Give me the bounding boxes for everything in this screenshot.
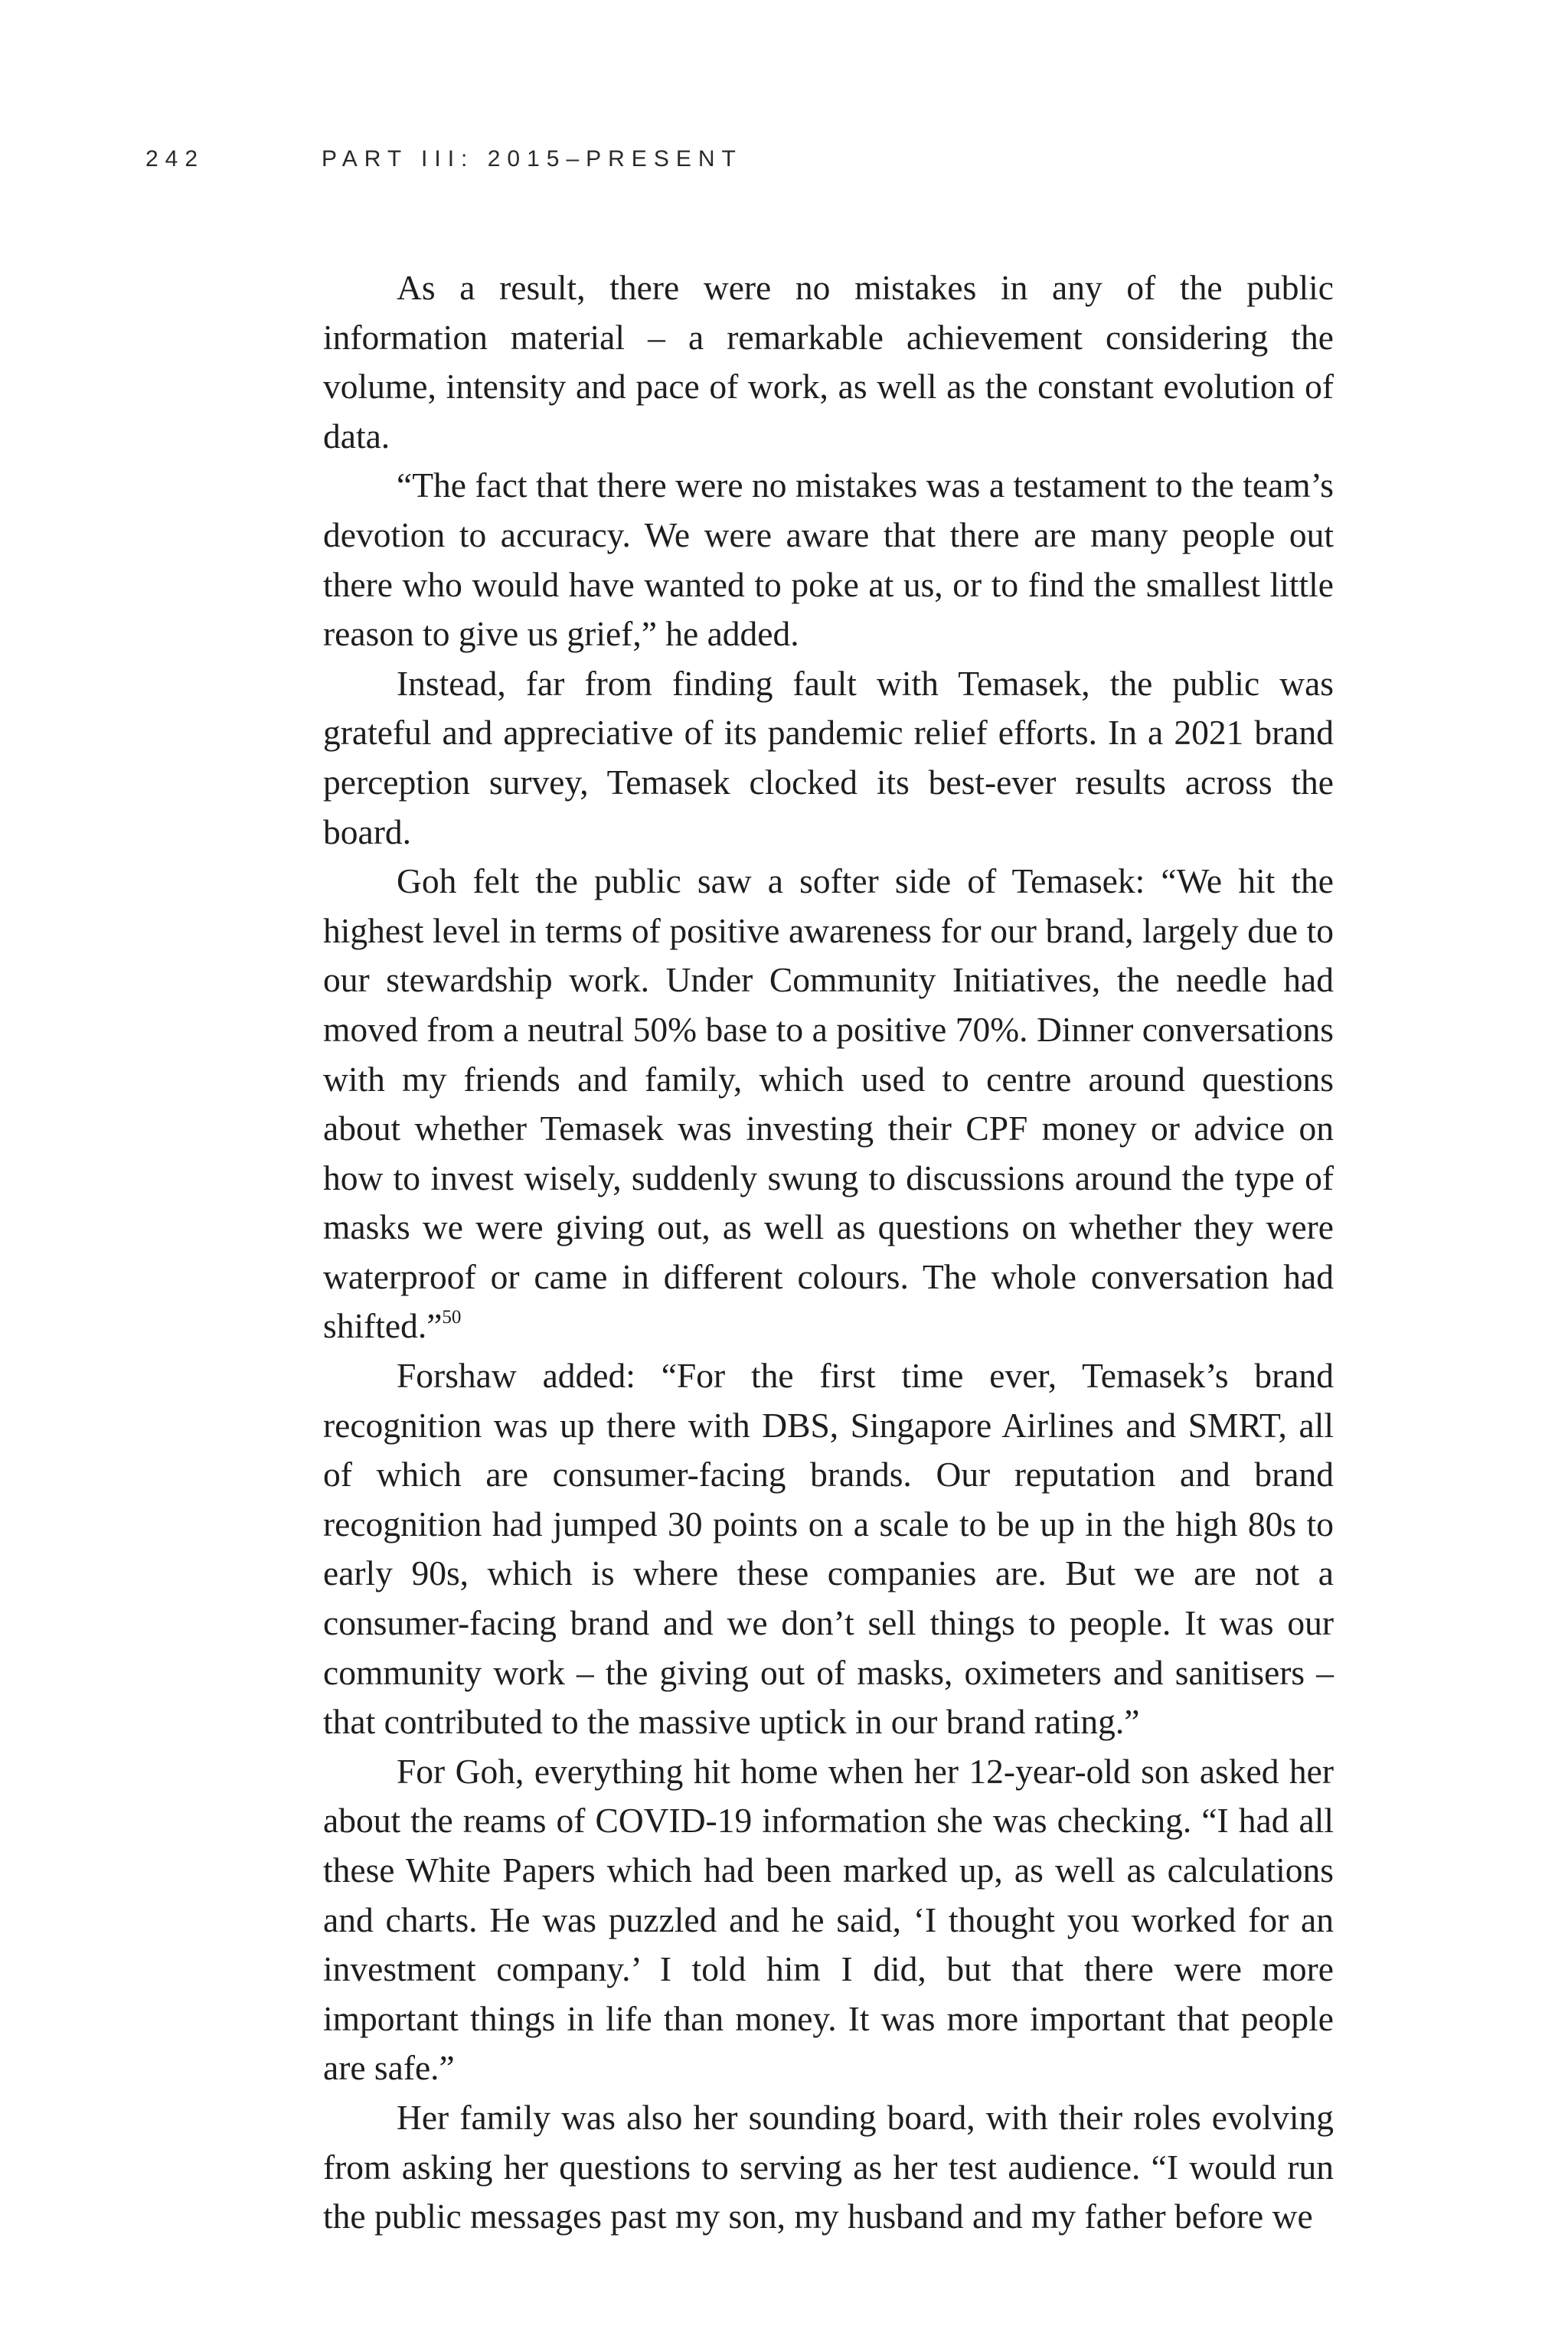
body-text [323,263,1334,2242]
paragraph: Instead, far from finding fault with Temasek, the public was grateful and appreciative of its pandemic relief efforts. In a 2021 brand perception survey, Temasek clocked its best-ever results across the board. [323,663,1334,851]
section-title: PART III: 2015–PRESENT [322,146,743,172]
paragraph [323,857,1334,1351]
running-head [145,142,1447,176]
paragraph: “The fact that there were no mistakes was a testament to the team’s devotion to accuracy. We were aware that there are many people out there who would have wanted to poke at us, or to find the smallest little reason to give us grief,” he added. [323,466,1334,654]
paragraph: Forshaw added: “For the first time ever, Temasek’s brand recognition was up there with DBS, Singapore Airlines and SMRT, all of which are consumer-facing brands. Our reputation and brand recognition had jumped 30 points on a scale to be up in the high 80s to early 90s, which is where these companies are. But we are not a consumer-facing brand and we don’t sell things to people. It was our community work – the giving out of masks, oximeters and sanitisers – that contributed to the massive uptick in our brand rating.” [323,1356,1334,1742]
paragraph: For Goh, everything hit home when her 12-year-old son asked her about the reams of COVID-19 information she was checking. “I had all these White Papers which had been marked up, as well as calculations and charts. He was puzzled and he said, ‘I thought you worked for an investment company.’ I told him I did, but that there were more important things in life than money. It was more important that people are safe.” [323,1751,1334,2088]
paragraph-text: Goh felt the public saw a softer side of Temasek: “We hit the highest level in terms of positive awareness for our brand, largely due to our stewardship work. Under Community Initiatives, the needle had moved from a neutral 50% base to a positive 70%. Dinner conversations with my friends and family, which used to centre around questions about whether Temasek was investing their CPF money or advice on how to invest wisely, suddenly swung to discussions around the type of masks we were giving out, as well as questions on whether they were waterproof or came in different colours. The whole conversation had shifted.” [323,861,1334,1346]
paragraph: Her family was also her sounding board, with their roles evolving from asking her questions to serving as her test audience. “I would run the public messages past my son, my husband and my father before we [323,2097,1334,2236]
paragraph: As a result, there were no mistakes in any of the public information material – a remarkable achievement considering the volume, intensity and pace of work, as well as the constant evolution of data. [323,268,1334,456]
page-number: 242 [145,146,205,172]
footnote-ref[interactable]: 50 [442,1307,462,1328]
